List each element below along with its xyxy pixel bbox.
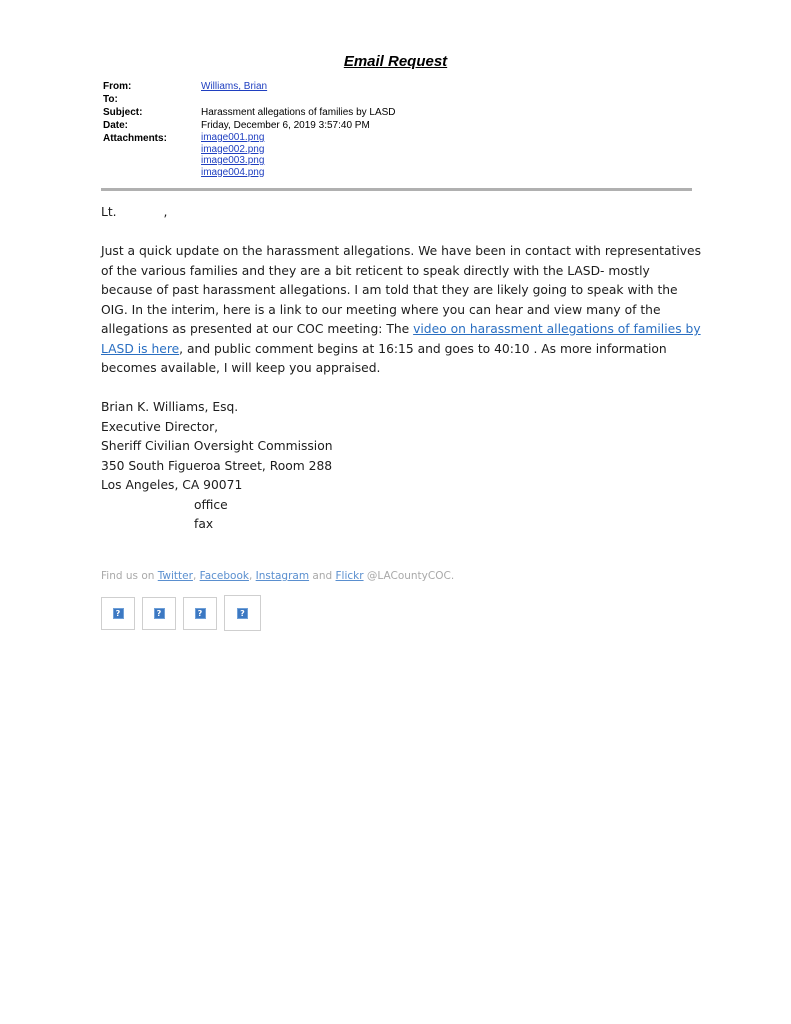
from-link[interactable]: Williams, Brian [201, 81, 268, 92]
date-value: Friday, December 6, 2019 3:57:40 PM [201, 120, 370, 131]
broken-image-icon: ? [195, 608, 206, 619]
email-header [103, 80, 396, 178]
subject-value: Harassment allegations of families by LASD [201, 107, 396, 118]
attachment-link[interactable]: image004.png [201, 166, 265, 178]
signature-fax: fax [194, 517, 214, 531]
social-image[interactable] [183, 597, 217, 630]
signature-name: Brian K. Williams, Esq. [101, 400, 239, 414]
social-sep: , [192, 570, 200, 582]
instagram-link[interactable]: Instagram [255, 570, 310, 582]
to-label: To: [103, 94, 118, 105]
signature-city: Los Angeles, CA 90071 [101, 478, 243, 492]
attachments-list [201, 132, 264, 178]
social-and: and [309, 570, 336, 582]
body-text: Just a quick update on the harassment allegations. We have been in contact with representatives of the various families and they are a bit reticent to speak directly with the LASD- mostly because of past harassment allegations. I am told that they are likely going to speak with the OIG. In the interim, here is a link to our meeting where you can hear and view many of the allegations as presented at our COC meeting: The [101, 244, 702, 336]
social-image[interactable] [101, 597, 135, 630]
subject-label: Subject: [103, 107, 143, 118]
body-paragraph [101, 242, 701, 379]
attachment-link[interactable]: image001.png [201, 132, 265, 143]
attachment-link[interactable]: image003.png [201, 155, 265, 166]
to-row [103, 93, 396, 106]
twitter-link[interactable]: Twitter [157, 570, 193, 582]
from-label: From: [103, 81, 132, 92]
social-sep: , [248, 570, 256, 582]
from-row [103, 80, 396, 93]
subject-row [103, 106, 396, 119]
social-image[interactable] [142, 597, 176, 630]
header-divider [101, 188, 692, 191]
social-links [101, 570, 454, 582]
signature-org: Sheriff Civilian Oversight Commission [101, 439, 333, 453]
email-body [101, 203, 701, 535]
social-image[interactable] [224, 595, 261, 631]
broken-image-icon: ? [113, 608, 124, 619]
body-text-end: , and public comment begins at 16:15 and goes to 40:10 . As more information becomes available, I will keep you appraised. [101, 341, 667, 375]
social-prefix: Find us on [101, 570, 158, 582]
attachment-link[interactable]: image002.png [201, 143, 265, 155]
broken-image-icon: ? [237, 608, 248, 619]
attachments-row [103, 132, 396, 178]
social-handle: @LACountyCOC. [363, 570, 455, 582]
date-label: Date: [103, 120, 129, 131]
signature-title: Executive Director, [101, 419, 219, 434]
greeting: Lt. , [101, 205, 168, 219]
video-link[interactable]: video on harassment allegations of families by LASD is here [101, 322, 701, 356]
flickr-link[interactable]: Flickr [335, 570, 364, 582]
facebook-link[interactable]: Facebook [199, 570, 249, 582]
signature-office: office [194, 497, 228, 512]
social-image-row [101, 597, 268, 631]
date-row [103, 119, 396, 132]
attachments-label: Attachments: [103, 133, 167, 144]
signature-street: 350 South Figueroa Street, Room 288 [101, 458, 333, 473]
broken-image-icon: ? [154, 608, 165, 619]
document-title: Email Request [343, 53, 448, 70]
